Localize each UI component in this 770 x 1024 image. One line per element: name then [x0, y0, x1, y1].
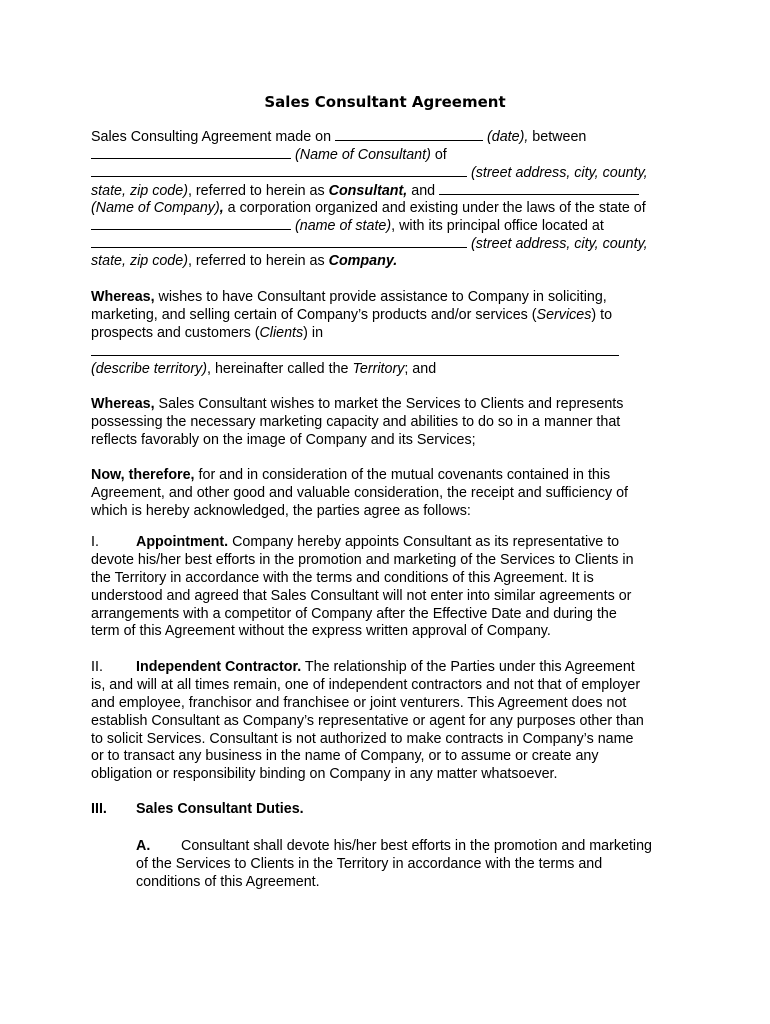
section-heading: Independent Contractor. — [136, 659, 302, 675]
date-label: (date), — [487, 129, 529, 145]
section-number: III. — [91, 801, 107, 817]
section-independent-contractor: II. Independent Contractor. The relationship of the Parties under this Agreement is, and will at all times remain, one of independent contractors and not that of employer and employee, franchisor and franchisee or joint venturers. This Agreement does not establish Consultant as Company’s representative or agent for any purposes other than to solicit Services. Consultant is not authorized to make contracts in Company’s name or to transact any business in the name of Company, or to assume or create any obligation or responsibility binding on Company in any matter whatsoever. — [91, 659, 644, 783]
state-blank — [91, 217, 291, 230]
section-heading: Sales Consultant Duties. — [136, 801, 304, 817]
subsection-number: A. — [136, 838, 151, 854]
section-number: II. — [91, 659, 103, 675]
date-blank — [335, 128, 483, 141]
intro-paragraph: Sales Consulting Agreement made on (date), between (Name of Consultant) of (street address, city, county, state, zip code), referred to herein as Consultant, and (Name of Company), a corporation organized and existing under the laws of the state of (name of state), with its principal office located at (street address, city, county, state, zip code), referred to herein as Company. — [91, 129, 648, 270]
section-sales-consultant-duties — [91, 801, 691, 819]
subsection-a: A. Consultant shall devote his/her best efforts in the promotion and marketing of the Services to Clients in the Territory in accordance with the terms and conditions of this Agreement. — [136, 838, 653, 890]
section-appointment: I. Appointment. Company hereby appoints Consultant as its representative to devote his/her best efforts in the promotion and marketing of the Services to Clients in the Territory in accordance with the terms and conditions of this Agreement. It is understood and agreed that Sales Consultant will not enter into similar agreements or arrangements with a competitor of Company after the Effective Date and during the term of this Agreement without the express written approval of Company. — [91, 534, 634, 640]
company-name-blank — [439, 182, 639, 195]
intro-text: Sales Consulting Agreement made on — [91, 129, 332, 145]
whereas-paragraph-1: Whereas, wishes to have Consultant provide assistance to Company in soliciting, marketing, and selling certain of Company’s products and/or services (Services) to prospects and customers (Clients) in (describe territory), hereinafter called the Territory; and — [91, 289, 691, 378]
consultant-address-blank — [91, 164, 467, 177]
consultant-defined-term: Consultant, — [328, 182, 408, 199]
consultant-name-label: (Name of Consultant) — [294, 146, 431, 163]
section-number: I. — [91, 534, 99, 550]
consultant-name-blank — [91, 146, 291, 159]
address-label: (street address, city, county, — [470, 164, 648, 181]
now-therefore-paragraph: Now, therefore, for and in consideration of the mutual covenants contained in this Agreement, and other good and valuable consideration, the receipt and sufficiency of which is hereby acknowledged, the parties agree as follows: — [91, 467, 629, 519]
state-label: (name of state) — [294, 218, 392, 235]
territory-blank — [91, 343, 619, 356]
territory-label: (describe territory) — [91, 360, 207, 377]
company-address-blank — [91, 235, 467, 248]
document-title: Sales Consultant Agreement — [264, 93, 506, 111]
company-defined-term: Company. — [328, 253, 398, 270]
section-heading: Appointment. — [136, 534, 229, 550]
company-name-label: (Name of Company) — [91, 199, 220, 216]
whereas-paragraph-2: Whereas, Sales Consultant wishes to market the Services to Clients and represents possessing the necessary marketing capacity and abilities to do so in a manner that reflects favorably on the image of Company and its Services; — [91, 396, 624, 448]
